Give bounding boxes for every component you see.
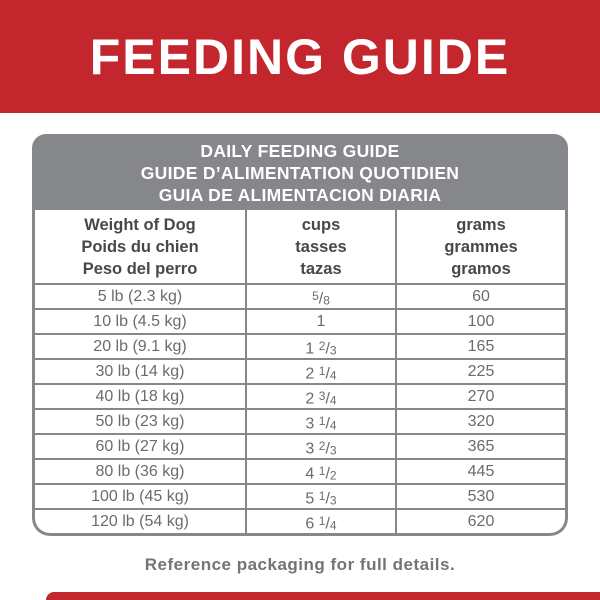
table-row — [35, 383, 565, 408]
column-header-cups-fr: tasses — [295, 237, 347, 256]
grams-cell: 445 — [467, 463, 495, 480]
table-row — [35, 458, 565, 483]
feeding-grid — [32, 210, 568, 536]
table-row — [35, 508, 565, 533]
table-title-line-es: GUIA DE ALIMENTACION DIARIA — [158, 185, 442, 205]
column-header-grams — [397, 210, 565, 283]
cups-cell: 1 — [247, 310, 397, 333]
weight-cell: 40 lb (18 kg) — [35, 385, 247, 408]
table-title-line-en: DAILY FEEDING GUIDE — [200, 141, 400, 161]
grams-cell: 270 — [467, 388, 495, 405]
grams-cell: 320 — [467, 413, 495, 430]
cups-cell: 2 $^3$/4 — [247, 385, 397, 408]
column-header-cups-es: tazas — [300, 259, 342, 278]
grams-cell: 60 — [472, 288, 490, 305]
table-row — [35, 308, 565, 333]
page-title: FEEDING GUIDE — [89, 28, 511, 85]
column-header-weight-es: Peso del perro — [82, 259, 198, 278]
bottom-red-strip — [46, 592, 600, 600]
column-header-cups — [247, 210, 397, 283]
cups-cell: 3 $^2$/3 — [247, 435, 397, 458]
column-headers — [35, 210, 565, 283]
grams-cell: 165 — [467, 338, 495, 355]
cups-cell: 3 $^1$/4 — [247, 410, 397, 433]
weight-cell: 50 lb (23 kg) — [35, 410, 247, 433]
table-title-line-fr: GUIDE D’ALIMENTATION QUOTIDIEN — [140, 163, 460, 183]
column-header-grams-fr: grammes — [444, 237, 518, 256]
feeding-guide-banner — [0, 0, 600, 113]
grams-cell: 100 — [467, 313, 495, 330]
table-title — [32, 134, 568, 210]
weight-cell: 5 lb (2.3 kg) — [35, 285, 247, 308]
grams-cell: 365 — [467, 438, 495, 455]
daily-feeding-table — [32, 134, 568, 536]
table-row — [35, 358, 565, 383]
weight-cell: 120 lb (54 kg) — [35, 510, 247, 533]
table-row — [35, 433, 565, 458]
column-header-weight — [35, 210, 247, 283]
table-row — [35, 333, 565, 358]
table-row — [35, 483, 565, 508]
cups-cell: 4 $^1$/2 — [247, 460, 397, 483]
grams-cell: 225 — [467, 363, 495, 380]
column-header-weight-fr: Poids du chien — [81, 237, 199, 256]
cups-cell: 5 $^1$/3 — [247, 485, 397, 508]
column-header-weight-en: Weight of Dog — [84, 215, 196, 234]
weight-cell: 60 lb (27 kg) — [35, 435, 247, 458]
column-header-grams-es: gramos — [451, 259, 511, 278]
weight-cell: 30 lb (14 kg) — [35, 360, 247, 383]
footer-note: Reference packaging for full details. — [144, 555, 456, 574]
weight-cell: 100 lb (45 kg) — [35, 485, 247, 508]
weight-cell: 10 lb (4.5 kg) — [35, 310, 247, 333]
cups-cell: 6 $^1$/4 — [247, 510, 397, 533]
cups-cell: $^5$/8 — [247, 285, 397, 308]
column-header-cups-en: cups — [301, 215, 341, 234]
weight-cell: 80 lb (36 kg) — [35, 460, 247, 483]
table-row — [35, 408, 565, 433]
cups-cell: 1 $^2$/3 — [247, 335, 397, 358]
table-row — [35, 283, 565, 308]
column-header-grams-en: grams — [456, 215, 506, 234]
grams-cell: 620 — [467, 513, 495, 530]
weight-cell: 20 lb (9.1 kg) — [35, 335, 247, 358]
grams-cell: 530 — [467, 488, 495, 505]
cups-cell: 2 $^1$/4 — [247, 360, 397, 383]
